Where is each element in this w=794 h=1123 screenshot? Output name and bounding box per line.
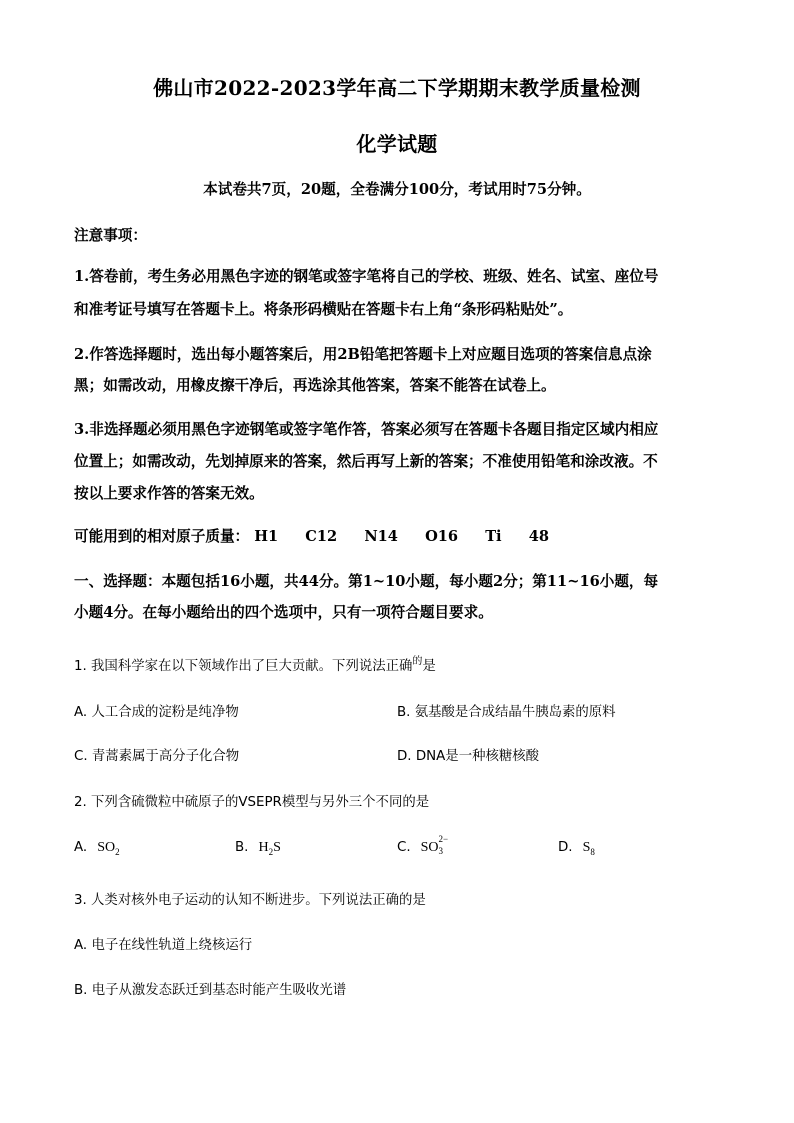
exam-title: 佛山市2022-2023学年高二下学期期末教学质量检测 xyxy=(153,76,641,100)
question-1-stem: 1. 我国科学家在以下领域作出了巨大贡献。下列说法正确$^的$是 xyxy=(74,656,436,674)
question-2-option-d: D. $S_8$ xyxy=(558,840,595,857)
question-2-option-c: C. SO 2− 3 xyxy=(397,834,449,856)
question-3-option-b: B. 电子从激发态跃迁到基态时能产生吸收光谱 xyxy=(74,983,347,998)
atomic-mass-ti: Ti xyxy=(485,528,502,545)
atomic-mass-c: C12 xyxy=(305,528,338,545)
notice-heading: 注意事项： xyxy=(74,227,147,244)
question-1-option-a: A. 人工合成的淀粉是纯净物 xyxy=(74,705,239,720)
atomic-mass-h: H1 xyxy=(254,528,279,545)
notice-item-1-line-2: 和准考证号填写在答题卡上。将条形码横贴在答题卡右上角“条形码粘贴处”。 xyxy=(74,301,573,318)
atomic-mass-ti-value: 48 xyxy=(528,528,549,545)
notice-item-3-line-1: 3.非选择题必须用黑色字迹钢笔或签字笔作答，答案必须写在答题卡各题目指定区域内相应 xyxy=(74,421,659,438)
question-2-stem: 2. 下列含硫微粒中硫原子的VSEPR模型与另外三个不同的是 xyxy=(74,795,430,810)
section-1-line-2: 小题4分。在每小题给出的四个选项中，只有一项符合题目要求。 xyxy=(74,604,493,621)
question-3-stem: 3. 人类对核外电子运动的认知不断进步。下列说法正确的是 xyxy=(74,893,426,908)
notice-item-2-line-2: 黑；如需改动，用橡皮擦干净后，再选涂其他答案，答案不能答在试卷上。 xyxy=(74,377,556,394)
atomic-mass-label: 可能用到的相对原子质量： xyxy=(74,528,250,545)
exam-info: 本试卷共7页，20题，全卷满分100分，考试用时75分钟。 xyxy=(203,181,591,198)
notice-item-3-line-3: 按以上要求作答的答案无效。 xyxy=(74,485,264,502)
exam-subtitle: 化学试题 xyxy=(356,132,438,156)
question-1-option-b: B. 氨基酸是合成结晶牛胰岛素的原料 xyxy=(397,705,616,720)
atomic-mass-line xyxy=(74,525,734,546)
question-2-option-a: A. $SO_2$ xyxy=(74,840,120,857)
notice-item-1-line-1: 1.答卷前，考生务必用黑色字迹的钢笔或签字笔将自己的学校、班级、姓名、试室、座位号 xyxy=(74,268,659,285)
question-1-option-d: D. DNA是一种核糖核酸 xyxy=(397,749,540,764)
question-2-option-b: B. $H_2S$ xyxy=(235,840,281,857)
question-1-stem-mark: 的 xyxy=(412,656,423,667)
notice-item-2-line-1: 2.作答选择题时，选出每小题答案后，用2B铅笔把答题卡上对应题目选项的答案信息点涂 xyxy=(74,346,652,363)
section-1-line-1: 一、选择题：本题包括16小题，共44分。第1~10小题，每小题2分；第11~16小题，每 xyxy=(74,573,659,590)
question-1-option-c: C. 青蒿素属于高分子化合物 xyxy=(74,749,240,764)
atomic-mass-n: N14 xyxy=(364,528,398,545)
notice-item-3-line-2: 位置上；如需改动，先划掉原来的答案，然后再写上新的答案；不准使用铅笔和涂改液。不 xyxy=(74,453,658,470)
question-3-option-a: A. 电子在线性轨道上绕核运行 xyxy=(74,938,253,953)
atomic-mass-o: O16 xyxy=(425,528,459,545)
